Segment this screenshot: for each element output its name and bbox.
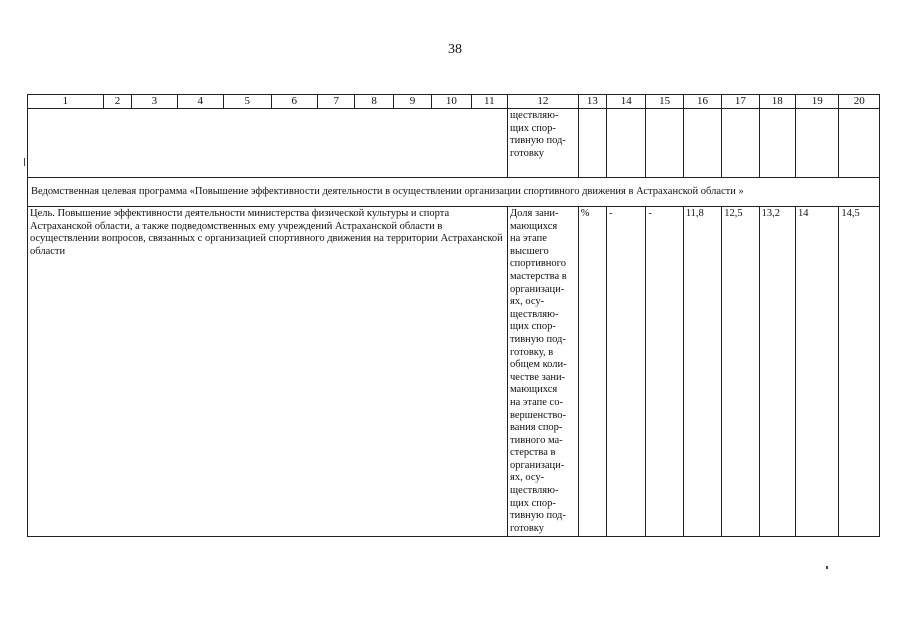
- unit-cell: %: [578, 207, 606, 537]
- empty-cell: [578, 109, 606, 178]
- value-cell-17: 12,5: [722, 207, 759, 537]
- empty-cell: [839, 109, 880, 178]
- header-cell: 12: [507, 95, 578, 109]
- header-cell: 4: [177, 95, 223, 109]
- empty-goal-cell: [28, 109, 508, 178]
- header-cell: 7: [318, 95, 355, 109]
- continuation-row: [28, 109, 880, 178]
- scan-mark: [24, 158, 25, 166]
- empty-cell: [683, 109, 721, 178]
- header-cell: 1: [28, 95, 104, 109]
- header-cell: 6: [271, 95, 317, 109]
- program-title: Ведомственная целевая программа «Повышение эффективности деятельности в осуществлении организации спортивного движения в Астраханской области »: [28, 178, 880, 207]
- header-cell: 3: [132, 95, 177, 109]
- header-cell: 5: [224, 95, 272, 109]
- empty-cell: [759, 109, 795, 178]
- empty-cell: [795, 109, 838, 178]
- indicators-table: [27, 94, 880, 537]
- header-cell: 18: [759, 95, 795, 109]
- empty-cell: [607, 109, 646, 178]
- header-row: [28, 95, 880, 109]
- header-cell: 13: [578, 95, 606, 109]
- program-row: [28, 178, 880, 207]
- goal-row: [28, 207, 880, 537]
- value-cell-14: -: [607, 207, 646, 537]
- value-cell-20: 14,5: [839, 207, 880, 537]
- value-cell-16: 11,8: [683, 207, 721, 537]
- header-cell: 2: [103, 95, 131, 109]
- header-cell: 14: [607, 95, 646, 109]
- indicator-cell: Доля зани- мающихся на этапе высшего спортивного мастерства в организаци- ях, осу- ществляю- щих спор- тивную под- готовку, в общем коли- честве зани- мающихся на этапе со- вершенство- вания спор- тивного ма- стерства в организаци- ях, осу- ществляю- щих спор- тивную под- готовку: [507, 207, 578, 537]
- page-number: 38: [448, 42, 462, 57]
- indicator-cell: ществляю- щих спор- тивную под- готовку: [507, 109, 578, 178]
- header-cell: 10: [432, 95, 471, 109]
- header-cell: 8: [355, 95, 393, 109]
- value-cell-18: 13,2: [759, 207, 795, 537]
- header-cell: 15: [646, 95, 683, 109]
- header-cell: 19: [795, 95, 838, 109]
- header-cell: 16: [683, 95, 721, 109]
- value-cell-19: 14: [795, 207, 838, 537]
- scan-mark: [826, 566, 828, 569]
- header-cell: 17: [722, 95, 759, 109]
- header-cell: 9: [393, 95, 431, 109]
- header-cell: 11: [471, 95, 507, 109]
- empty-cell: [722, 109, 759, 178]
- goal-text: Цель. Повышение эффективности деятельности министерства физической культуры и спорта Астраханской области, а также подведомственных ему учреждений Астраханской области в осуществлении вопросов, связанных с организацией спортивного движения на территории Астраханской области: [28, 207, 508, 537]
- header-cell: 20: [839, 95, 880, 109]
- value-cell-15: -: [646, 207, 683, 537]
- empty-cell: [646, 109, 683, 178]
